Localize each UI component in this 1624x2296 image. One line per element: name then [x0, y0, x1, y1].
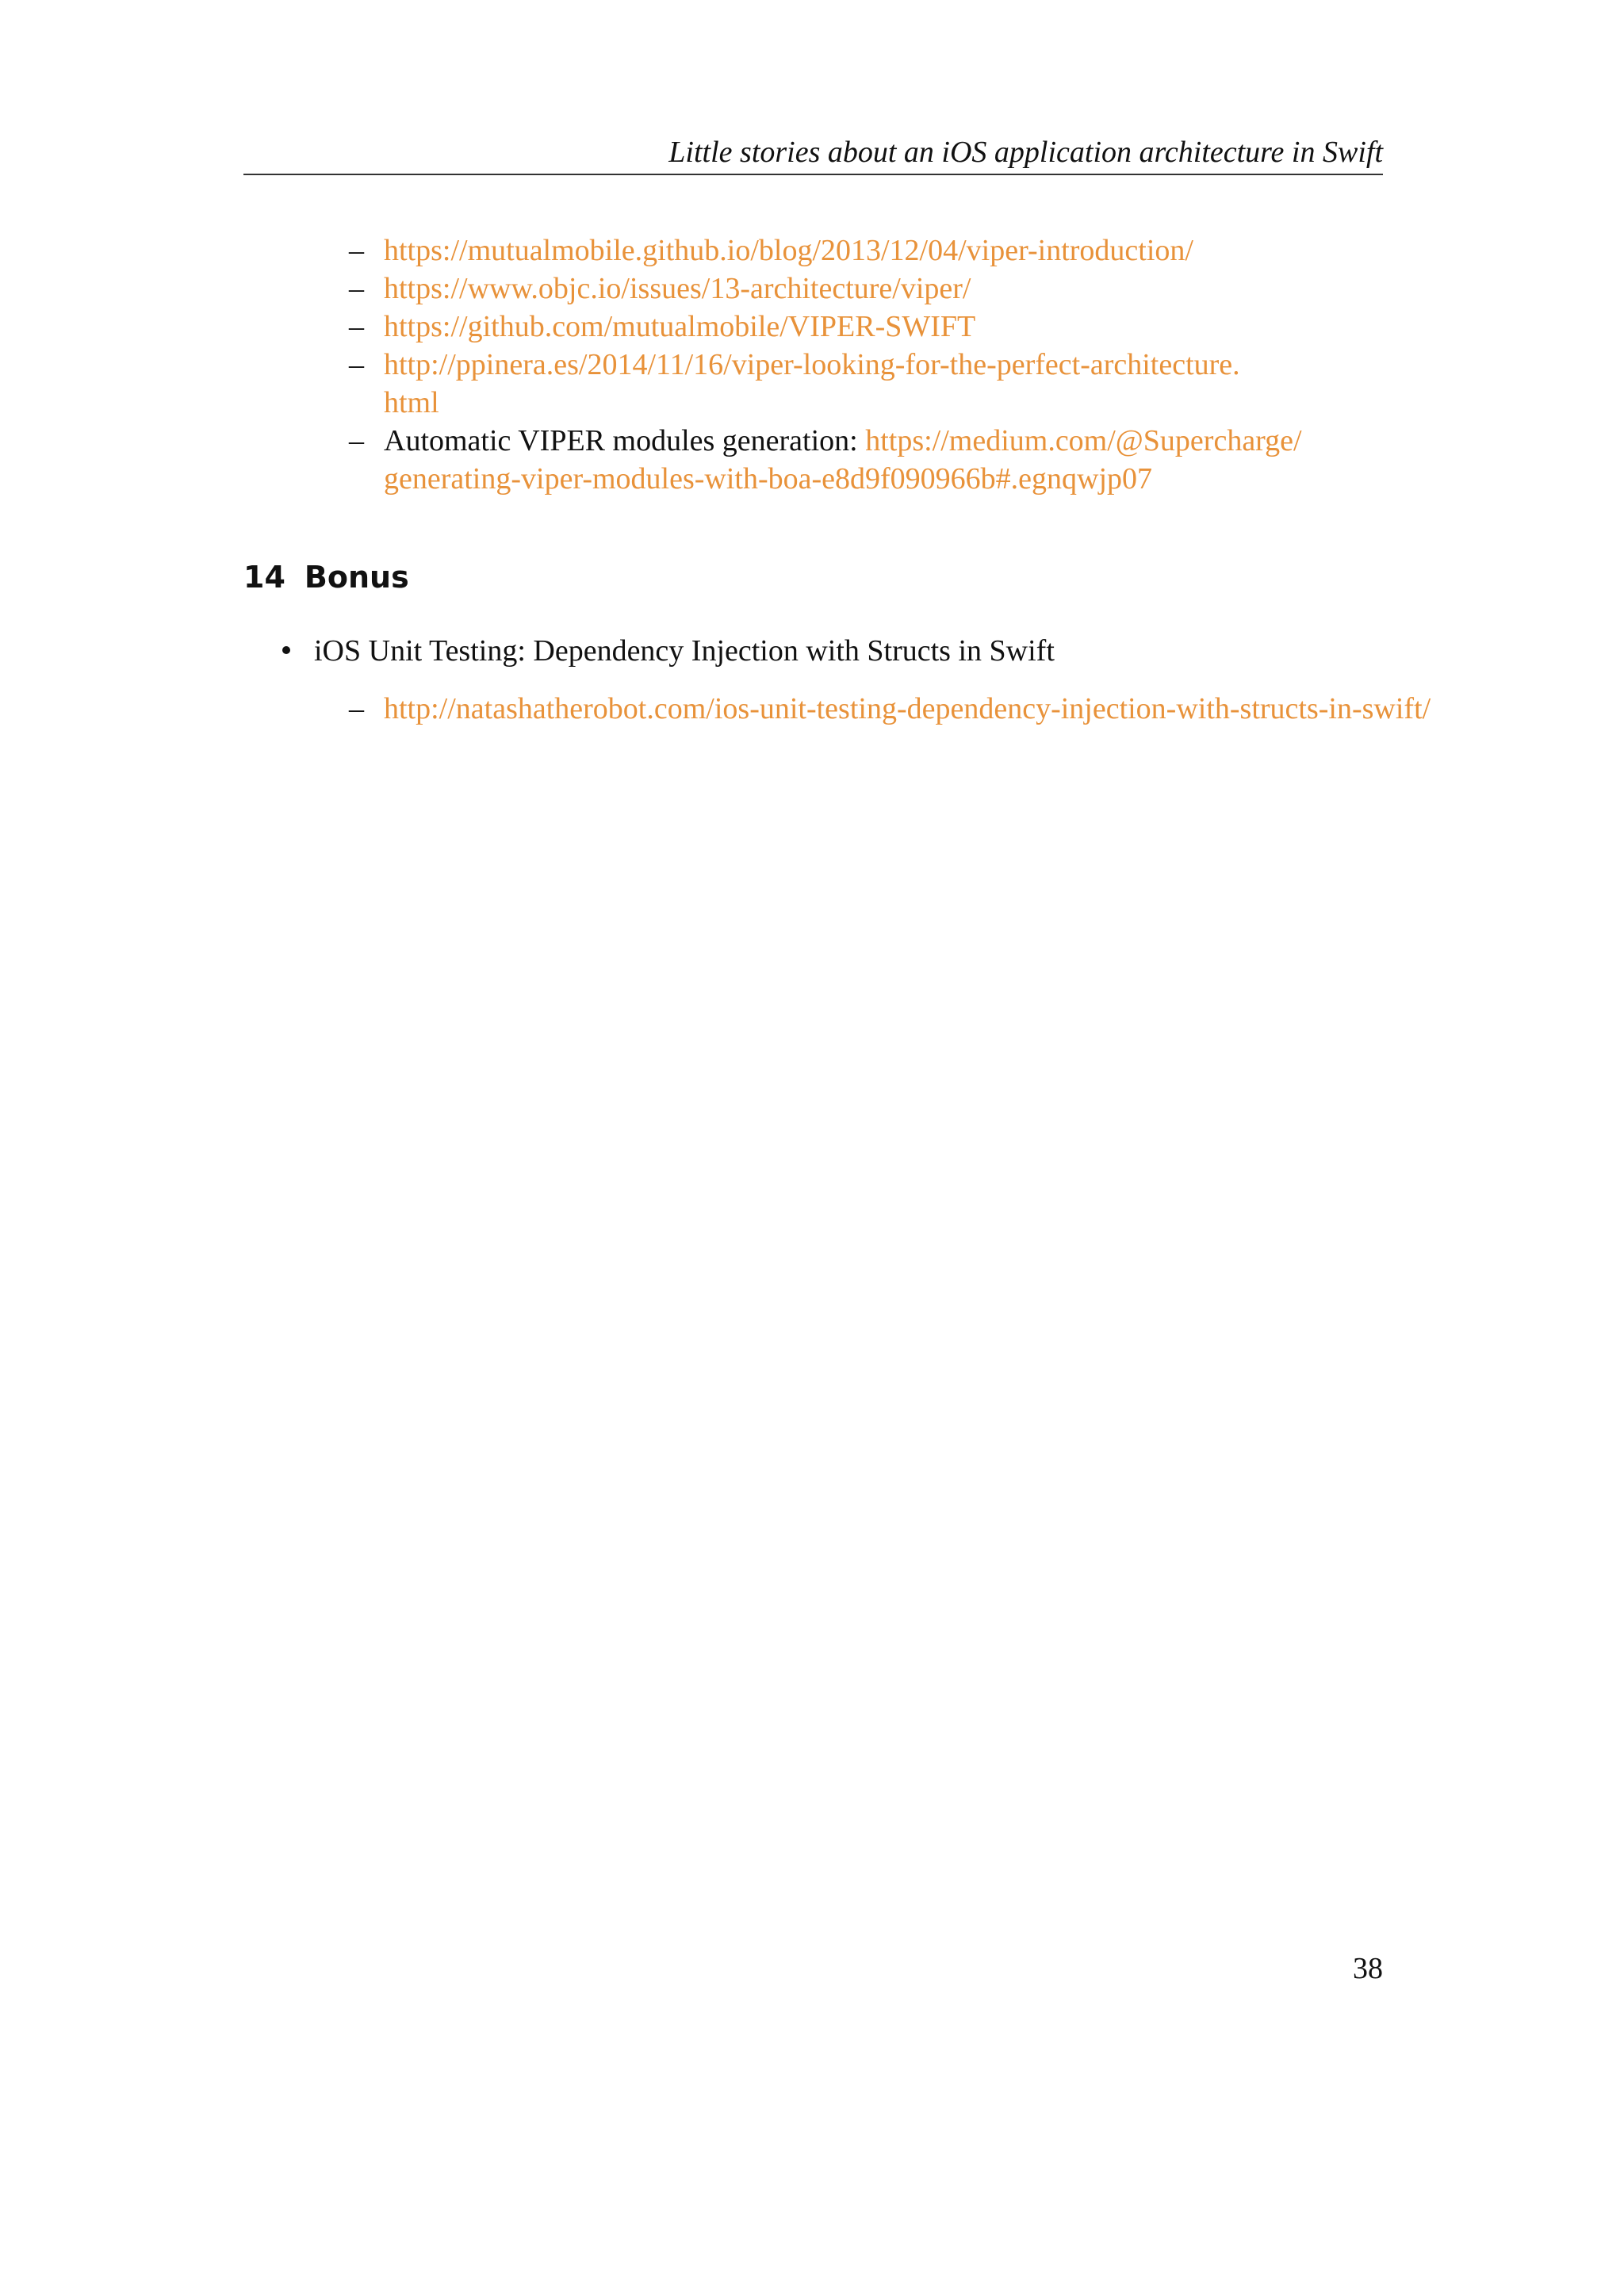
section-heading	[243, 557, 409, 597]
section-number: 14	[243, 560, 285, 595]
dash-marker: –	[349, 424, 364, 457]
running-header: Little stories about an iOS application architecture in Swift	[668, 136, 1383, 169]
list-item	[349, 346, 1302, 422]
dash-marker: –	[349, 348, 364, 381]
reference-link-ppinera[interactable]	[384, 348, 1240, 419]
reference-link-viper-introduction[interactable]: https://mutualmobile.github.io/blog/2013/12/04/viper-introduction/	[384, 234, 1193, 267]
link-line: html	[384, 386, 439, 419]
list-item	[349, 270, 1302, 308]
bullet-icon	[282, 646, 290, 654]
dash-marker: –	[349, 692, 364, 725]
reference-prefix-text: Automatic VIPER modules generation:	[384, 424, 866, 457]
link-line: https://medium.com/@Supercharge/	[865, 424, 1302, 457]
page-number: 38	[1353, 1952, 1383, 1985]
reference-link-viper-swift[interactable]: https://github.com/mutualmobile/VIPER-SWIFT	[384, 310, 976, 343]
bonus-item-text: iOS Unit Testing: Dependency Injection with Structs in Swift	[314, 634, 1055, 668]
reference-link-objc-viper[interactable]: https://www.objc.io/issues/13-architecture/viper/	[384, 272, 971, 305]
link-line: generating-viper-modules-with-boa-e8d9f090966b#.egnqwjp07	[384, 462, 1153, 496]
bonus-sublist	[349, 690, 1431, 728]
bonus-link-natashatherobot[interactable]: http://natashatherobot.com/ios-unit-testing-dependency-injection-with-structs-in-swift/	[384, 692, 1431, 725]
dash-marker: –	[349, 272, 364, 305]
list-item	[349, 232, 1302, 270]
list-item	[349, 690, 1431, 728]
dash-marker: –	[349, 234, 364, 267]
list-item	[349, 422, 1302, 498]
reference-list	[349, 232, 1302, 498]
section-title: Bonus	[304, 560, 409, 595]
bonus-bullet-item	[282, 632, 1055, 670]
list-item	[349, 308, 1302, 346]
dash-marker: –	[349, 310, 364, 343]
link-line: http://ppinera.es/2014/11/16/viper-looking-for-the-perfect-architecture.	[384, 348, 1240, 381]
header-rule	[243, 174, 1383, 175]
